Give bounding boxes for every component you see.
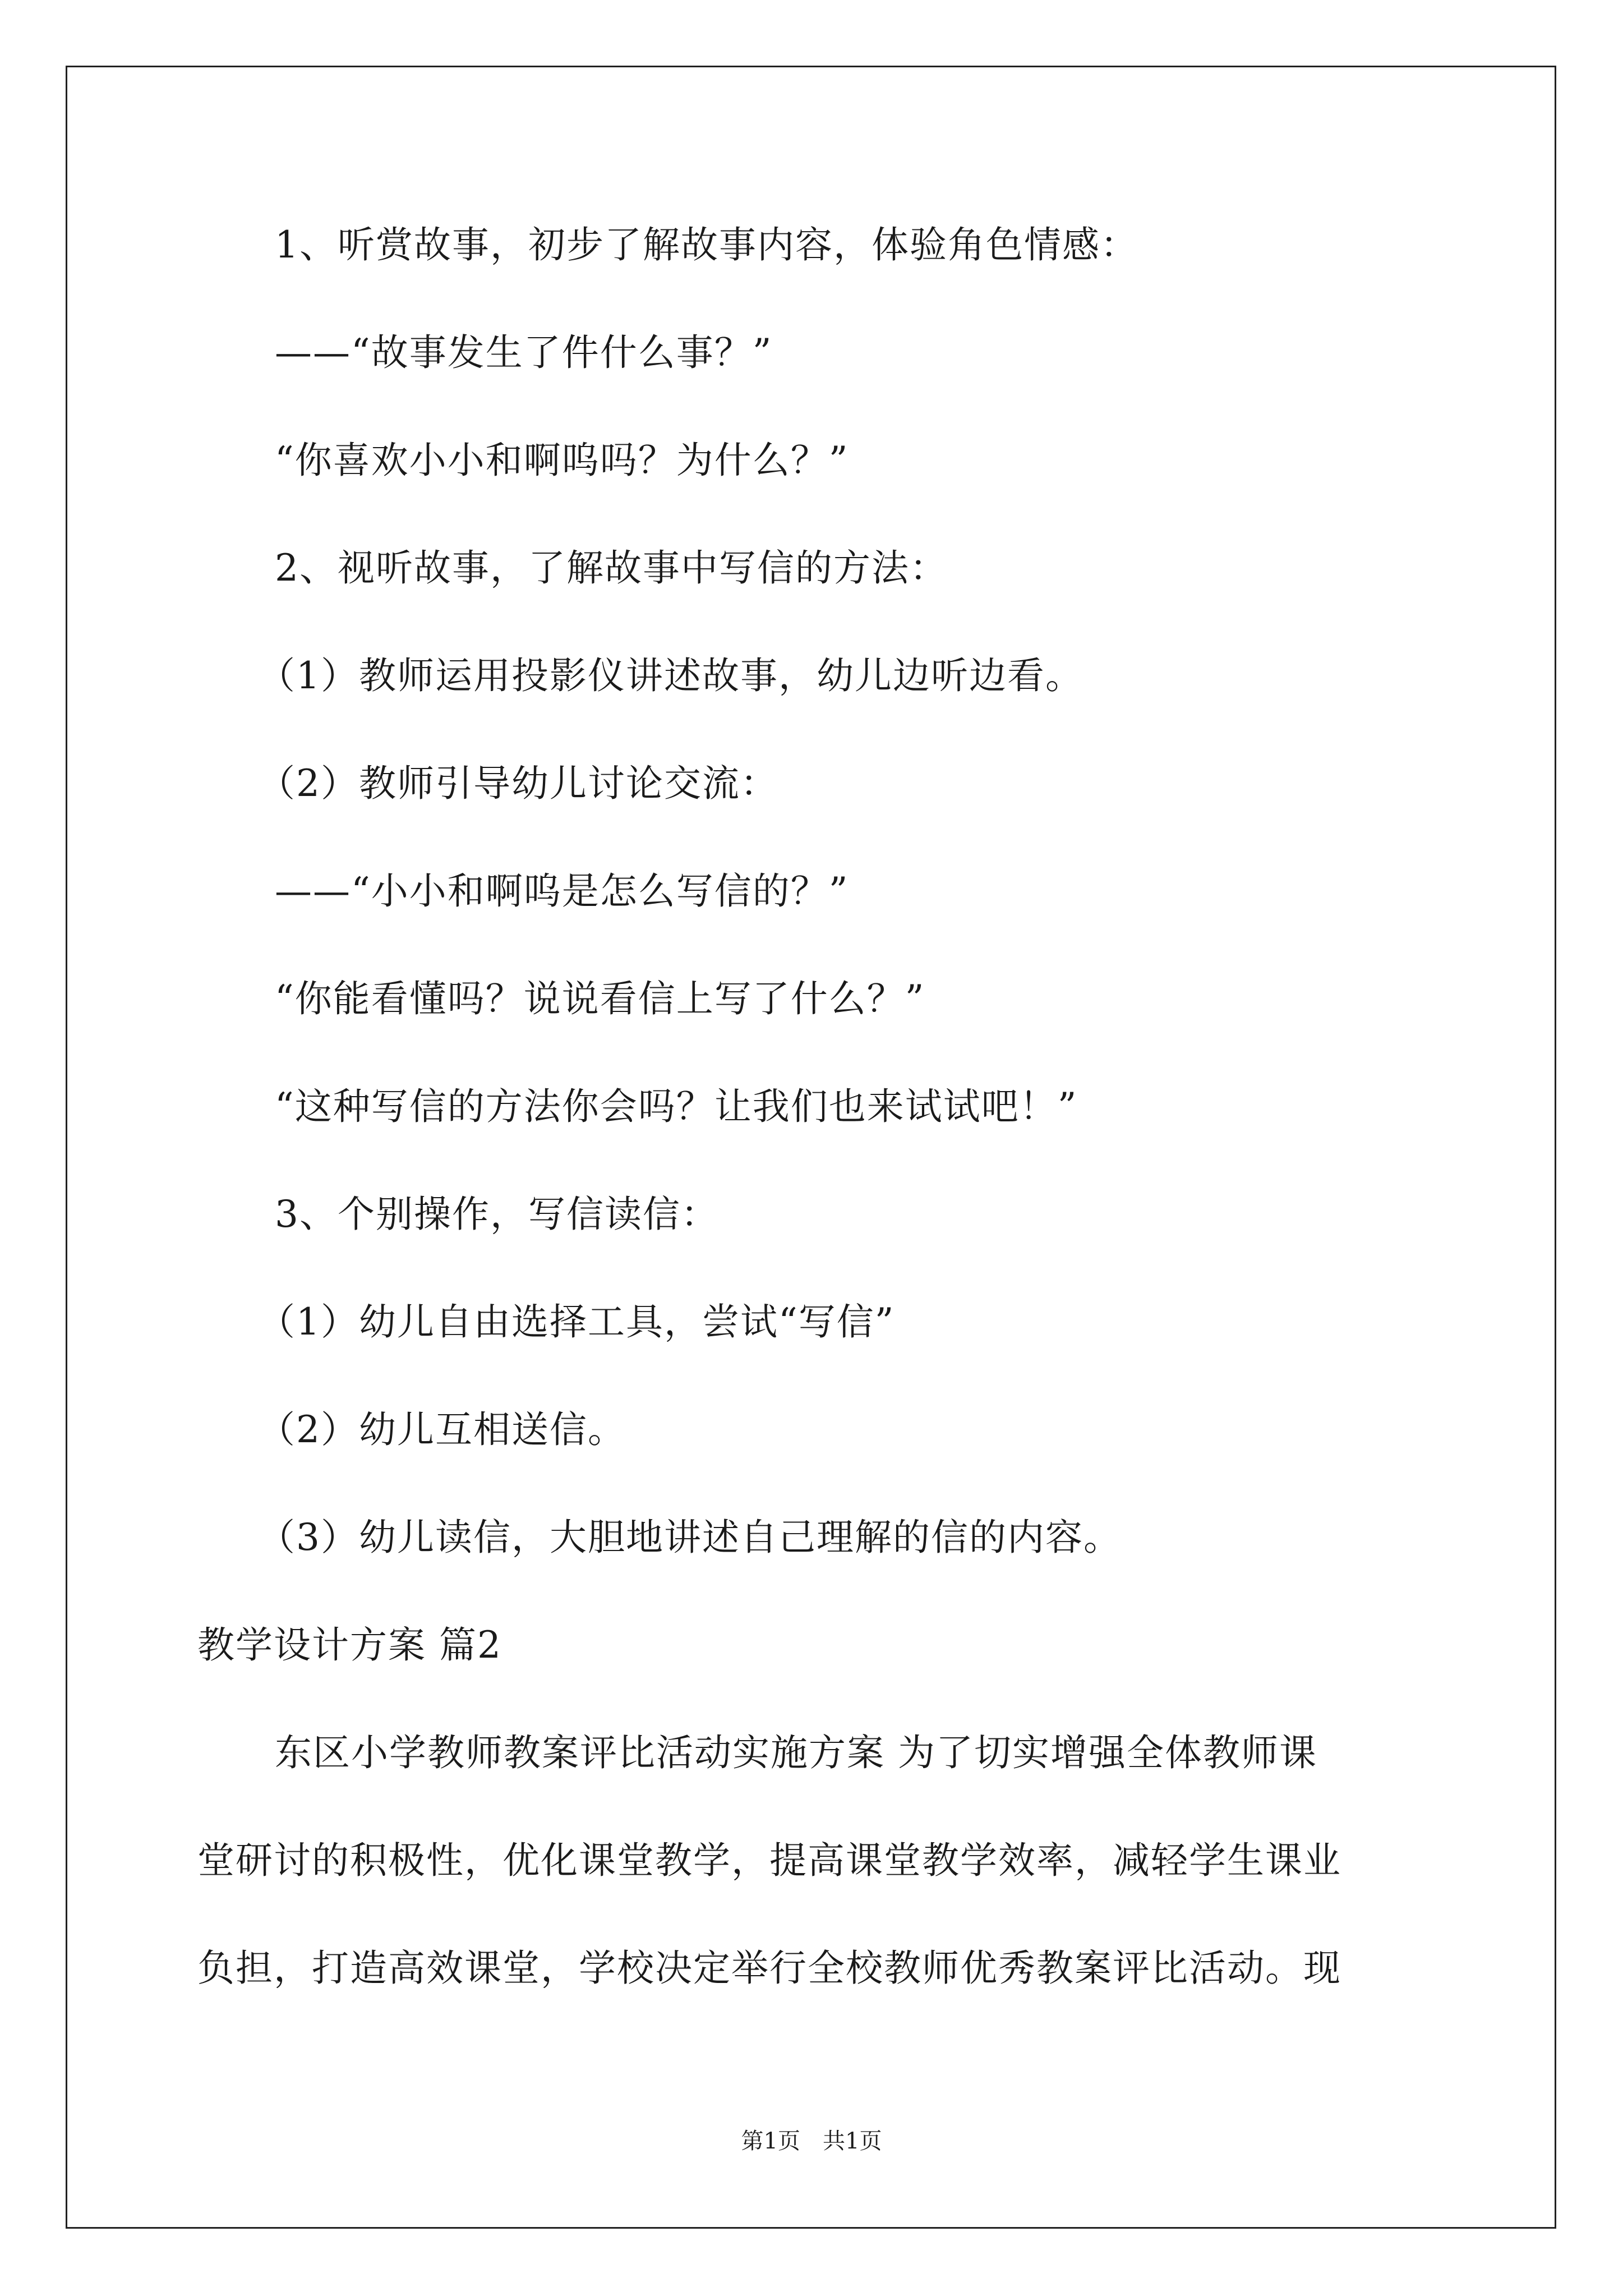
text-line-13: （3）幼儿读信，大胆地讲述自己理解的信的内容。 [258,1516,1122,1559]
text-line-5: （1）教师运用投影仪讲述故事，幼儿边听边看。 [258,654,1083,697]
text-line-1: 1、听赏故事，初步了解故事内容，体验角色情感： [275,223,1138,266]
page-total-label: 共1页 [823,2128,882,2154]
text-line-4: 2、视听故事，了解故事中写信的方法： [275,546,948,590]
text-line-12: （2）幼儿互相送信。 [258,1408,626,1451]
text-line-6: （2）教师引导幼儿讨论交流： [258,762,778,805]
text-line-2: ——“故事发生了件什么事？” [275,331,773,374]
section-heading: 教学设计方案 篇2 [197,1623,502,1667]
text-line-10: 3、个别操作，写信读信： [275,1193,719,1236]
text-line-7: ——“小小和啊呜是怎么写信的？” [275,869,849,913]
text-line-9: “这种写信的方法你会吗？让我们也来试试吧！” [275,1085,1078,1128]
text-line-8: “你能看懂吗？说说看信上写了什么？” [275,977,925,1020]
text-line-16: 堂研讨的积极性，优化课堂教学，提高课堂教学效率，减轻学生课业 [197,1839,1341,1882]
text-line-11: （1）幼儿自由选择工具，尝试“写信” [258,1300,895,1343]
page-footer [0,2127,1623,2155]
page-number-label: 第1页 [741,2128,800,2154]
page-border [66,66,1556,2229]
text-line-3: “你喜欢小小和啊呜吗？为什么？” [275,439,849,482]
text-line-15: 东区小学教师教案评比活动实施方案 为了切实增强全体教师课 [275,1731,1317,1774]
text-line-17: 负担，打造高效课堂，学校决定举行全校教师优秀教案评比活动。现 [197,1947,1341,1990]
